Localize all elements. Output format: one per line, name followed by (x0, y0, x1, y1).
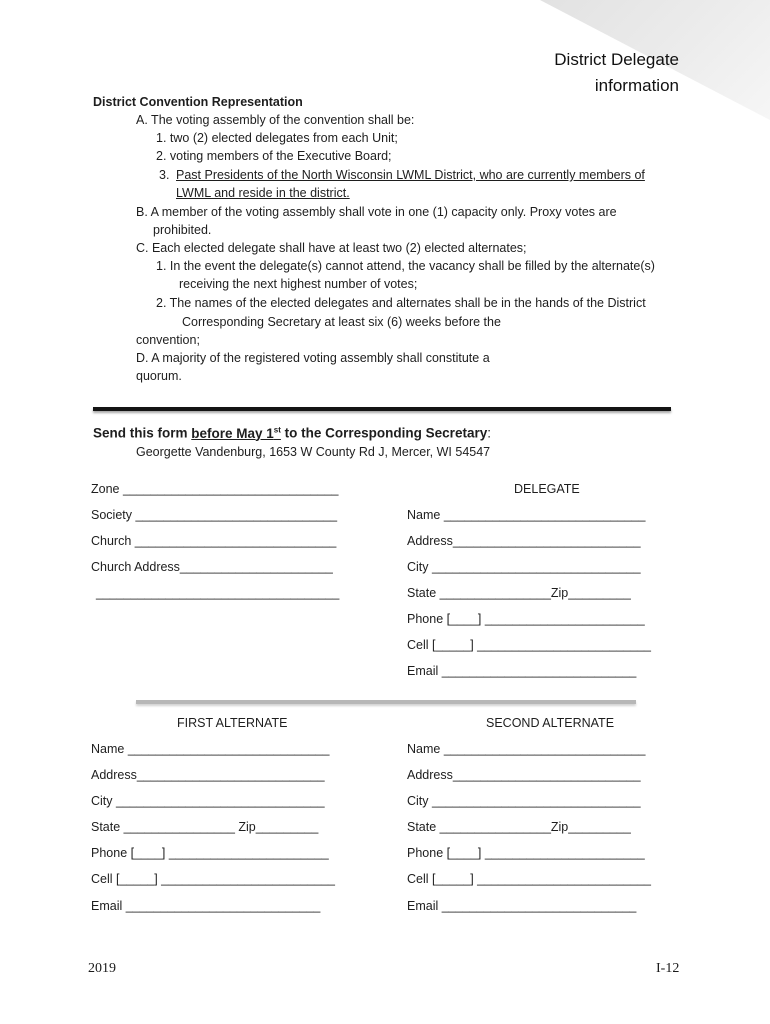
page-title-line2: information (594, 76, 679, 95)
second-alternate-heading: SECOND ALTERNATE (486, 716, 615, 730)
send-deadline-sup: st (273, 425, 281, 434)
footer-page-number: I-12 (656, 961, 680, 976)
rule-b-line2: prohibited. (153, 223, 212, 237)
first-alternate-heading: FIRST ALTERNATE (177, 716, 288, 730)
delegate-city-field[interactable]: City ______________________________ (407, 560, 641, 574)
send-deadline (191, 426, 281, 441)
send-colon: : (487, 425, 491, 441)
rule-c-item-2-line3: convention; (136, 333, 200, 347)
delegate-state-zip-field[interactable]: State ________________Zip_________ (407, 586, 631, 600)
church-field[interactable]: Church _____________________________ (91, 534, 337, 548)
second-alternate-name-field[interactable]: Name _____________________________ (407, 742, 646, 756)
first-alternate-cell-field[interactable]: Cell [_____] _________________________ (91, 872, 335, 886)
footer-year: 2019 (88, 961, 116, 976)
zone-field[interactable]: Zone _______________________________ (91, 482, 339, 496)
rule-c-item-2-line2: Corresponding Secretary at least six (6) weeks before the (182, 315, 501, 329)
delegate-cell-field[interactable]: Cell [_____] _________________________ (407, 638, 651, 652)
second-alternate-city-field[interactable]: City ______________________________ (407, 794, 641, 808)
first-alternate-name-field[interactable]: Name _____________________________ (91, 742, 330, 756)
first-alternate-state-zip-field[interactable]: State ________________ Zip_________ (91, 820, 319, 834)
rule-a-item-1: 1. two (2) elected delegates from each Unit; (156, 131, 398, 145)
send-prefix: Send this form (93, 425, 192, 441)
first-alternate-address-field[interactable]: Address___________________________ (91, 768, 325, 782)
page-title (554, 47, 679, 99)
second-alternate-cell-field[interactable]: Cell [_____] _________________________ (407, 872, 651, 886)
send-instruction (93, 425, 491, 441)
delegate-name-field[interactable]: Name _____________________________ (407, 508, 646, 522)
delegate-heading: DELEGATE (514, 482, 580, 496)
send-suffix: to the Corresponding Secretary (280, 425, 488, 441)
rule-d-line1: D. A majority of the registered voting assembly shall constitute a (136, 351, 490, 365)
rule-c-item-1-line1: 1. In the event the delegate(s) cannot attend, the vacancy shall be filled by the alternate(s) (156, 259, 655, 273)
second-alternate-state-zip-field[interactable]: State ________________Zip_________ (407, 820, 631, 834)
delegate-address-field[interactable]: Address___________________________ (407, 534, 641, 548)
delegate-phone-field[interactable]: Phone [____] _______________________ (407, 612, 645, 626)
first-alternate-city-field[interactable]: City ______________________________ (91, 794, 325, 808)
section-divider (93, 407, 671, 411)
rule-a-intro: A. The voting assembly of the convention shall be: (136, 113, 415, 127)
rule-a-item-3-number: 3. (159, 168, 170, 182)
send-deadline-text: before May 1 (191, 425, 274, 441)
rule-d-line2: quorum. (136, 369, 182, 383)
rule-a-item-2: 2. voting members of the Executive Board; (156, 149, 392, 163)
church-address-field-line2[interactable]: ___________________________________ (96, 586, 340, 600)
delegate-email-field[interactable]: Email ____________________________ (407, 664, 637, 678)
second-alternate-phone-field[interactable]: Phone [____] _______________________ (407, 846, 645, 860)
rule-b-line1: B. A member of the voting assembly shall vote in one (1) capacity only. Proxy votes are (136, 205, 617, 219)
second-alternate-address-field[interactable]: Address___________________________ (407, 768, 641, 782)
secretary-address: Georgette Vandenburg, 1653 W County Rd J, Mercer, WI 54547 (136, 445, 491, 459)
first-alternate-phone-field[interactable]: Phone [____] _______________________ (91, 846, 329, 860)
second-alternate-email-field[interactable]: Email ____________________________ (407, 899, 637, 913)
rule-c-item-1-line2: receiving the next highest number of votes; (179, 277, 418, 291)
rule-c-item-2-line1: 2. The names of the elected delegates and alternates shall be in the hands of the District (156, 296, 646, 310)
first-alternate-email-field[interactable]: Email ____________________________ (91, 899, 321, 913)
alternates-divider (136, 700, 636, 704)
rule-a-item-3-line1: Past Presidents of the North Wisconsin LWML District, who are currently members of (176, 168, 645, 182)
page-title-line1: District Delegate (554, 50, 679, 69)
section-heading: District Convention Representation (93, 95, 303, 109)
church-address-field[interactable]: Church Address______________________ (91, 560, 333, 574)
rule-c-intro: C. Each elected delegate shall have at least two (2) elected alternates; (136, 241, 527, 255)
rule-a-item-3-line2: LWML and reside in the district. (176, 186, 350, 200)
society-field[interactable]: Society _____________________________ (91, 508, 338, 522)
